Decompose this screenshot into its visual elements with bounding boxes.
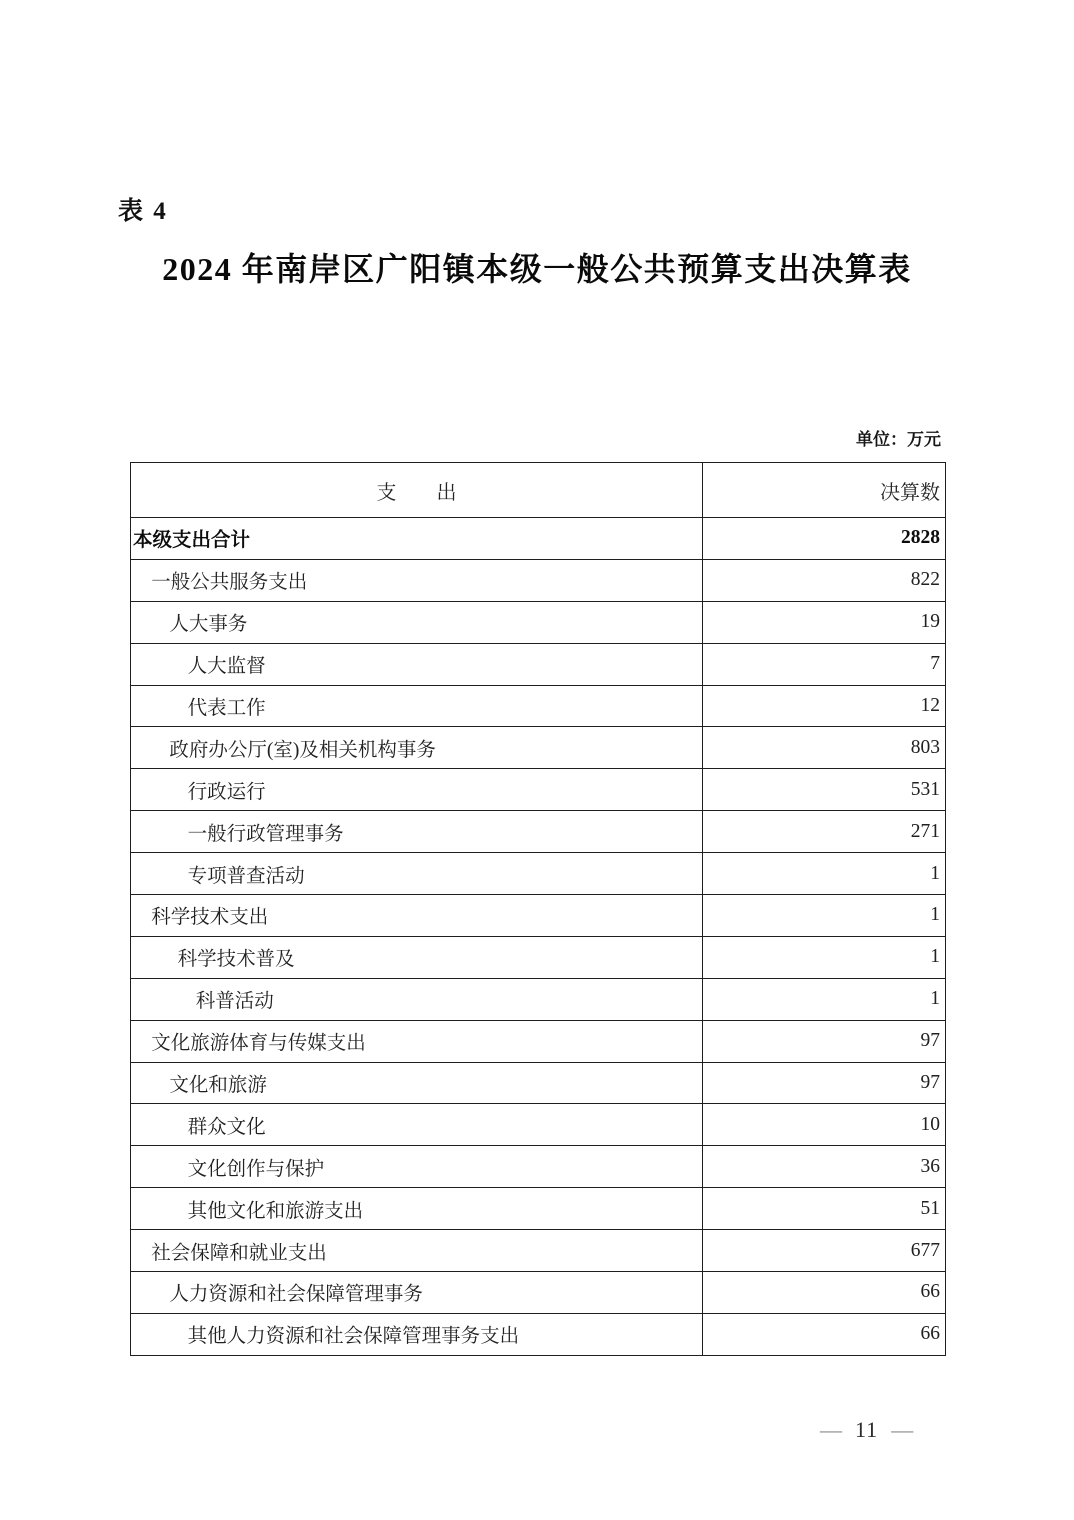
page-number-value: 11	[855, 1417, 879, 1442]
row-label: 文化和旅游	[131, 1063, 703, 1104]
row-value: 271	[910, 820, 940, 842]
table-row	[131, 1229, 945, 1271]
row-value: 97	[920, 1072, 940, 1094]
row-label: 文化旅游体育与传媒支出	[131, 1021, 703, 1062]
table-row	[131, 852, 945, 894]
page-number-left-dash: —	[820, 1417, 842, 1442]
row-value: 822	[910, 569, 940, 591]
row-label: 社会保障和就业支出	[131, 1230, 703, 1271]
table-body	[131, 517, 945, 1355]
row-value: 97	[920, 1030, 940, 1052]
row-label: 人大事务	[131, 602, 703, 643]
table-row	[131, 1187, 945, 1229]
table-row	[131, 517, 945, 559]
row-label: 科学技术支出	[131, 895, 703, 936]
row-value: 7	[930, 653, 940, 675]
row-value: 1	[930, 862, 940, 884]
table-row	[131, 1313, 945, 1355]
row-label: 本级支出合计	[131, 518, 703, 559]
page-title: 2024 年南岸区广阳镇本级一般公共预算支出决算表	[162, 251, 912, 287]
row-value: 66	[920, 1323, 940, 1345]
row-label: 行政运行	[131, 769, 703, 810]
row-value: 1	[930, 904, 940, 926]
table-header-row	[131, 463, 945, 517]
page-number	[820, 1417, 913, 1443]
header-expenditure: 支 出	[131, 463, 703, 517]
table-row	[131, 768, 945, 810]
table-row	[131, 1271, 945, 1313]
row-value: 803	[910, 736, 940, 758]
table-row	[131, 1103, 945, 1145]
row-label: 一般公共服务支出	[131, 560, 703, 601]
row-value: 2828	[901, 527, 940, 549]
table-row	[131, 936, 945, 978]
budget-table	[130, 462, 946, 1356]
row-value: 10	[920, 1113, 940, 1135]
row-label: 人力资源和社会保障管理事务	[131, 1272, 703, 1313]
row-label: 专项普查活动	[131, 853, 703, 894]
row-label: 代表工作	[131, 686, 703, 727]
page-number-right-dash: —	[891, 1417, 914, 1442]
row-label: 其他文化和旅游支出	[131, 1188, 703, 1229]
table-row	[131, 1020, 945, 1062]
table-row	[131, 978, 945, 1020]
row-label: 群众文化	[131, 1104, 703, 1145]
table-row	[131, 559, 945, 601]
row-label: 政府办公厅(室)及相关机构事务	[131, 727, 703, 768]
table-row	[131, 894, 945, 936]
row-value: 51	[920, 1197, 940, 1219]
row-label: 文化创作与保护	[131, 1146, 703, 1187]
table-row	[131, 810, 945, 852]
table-row	[131, 1062, 945, 1104]
row-label: 科学技术普及	[131, 937, 703, 978]
row-value: 66	[920, 1281, 940, 1303]
row-value: 531	[910, 778, 940, 800]
table-row	[131, 601, 945, 643]
table-row	[131, 685, 945, 727]
table-row	[131, 1145, 945, 1187]
row-label: 一般行政管理事务	[131, 811, 703, 852]
row-label: 科普活动	[131, 979, 703, 1020]
row-label: 其他人力资源和社会保障管理事务支出	[131, 1314, 703, 1355]
row-value: 36	[920, 1155, 940, 1177]
row-value: 12	[920, 695, 940, 716]
row-value: 1	[930, 946, 940, 968]
row-value: 19	[920, 611, 940, 633]
table-row	[131, 726, 945, 768]
row-value: 677	[910, 1239, 940, 1261]
unit-note: 单位：万元	[856, 430, 941, 449]
table-row	[131, 643, 945, 685]
header-amount: 决算数	[880, 481, 940, 504]
table-number-label: 表 4	[118, 198, 168, 225]
row-label: 人大监督	[131, 644, 703, 685]
row-value: 1	[930, 988, 940, 1010]
